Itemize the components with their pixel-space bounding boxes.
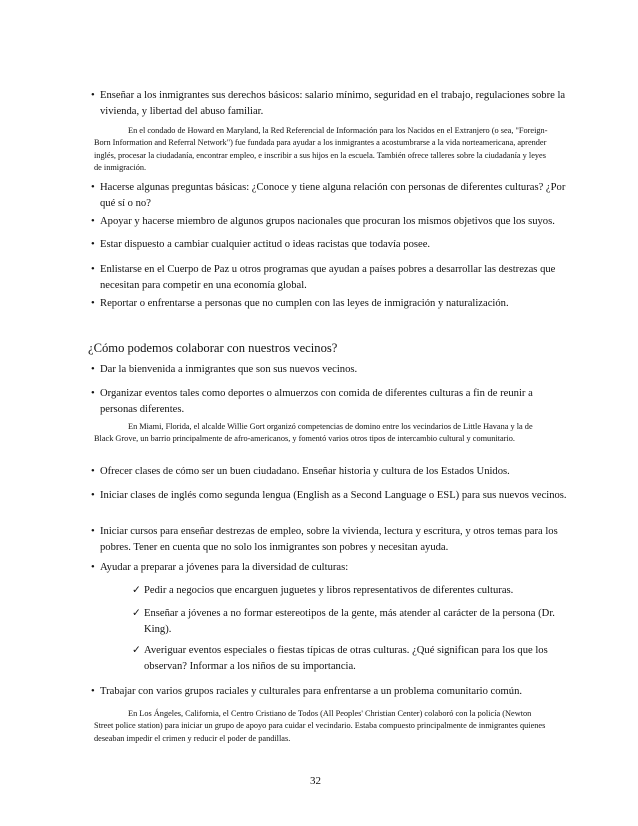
bullet-item: • Ayudar a preparar a jóvenes para la diversidad de culturas: bbox=[91, 562, 349, 573]
bullet-item: • Trabajar con varios grupos raciales y culturales para enfrentarse a un problema comunitario común. bbox=[91, 686, 523, 697]
checkmark-icon: ✓ bbox=[132, 608, 141, 619]
bullet-item: • Apoyar y hacerse miembro de algunos grupos nacionales que procuran los mismos objetivos que los suyos. bbox=[91, 216, 555, 227]
example-note-howard: En el condado de Howard en Maryland, la Red Referencial de Información para los Nacidos en el Extranjero (o sea, "Foreign-Born Information and Referral Network") fue fundada para ayudar a los inmigrantes a acostumbrarse a la vida norteamericana, aprender inglés, procesar la ciudadanía, encontrar empleo, e inscribir a sus hijos en la escuela. También ofrece talleres sobre la ciudadanía y leyes de inmigración. bbox=[94, 126, 548, 173]
page-number: 32 bbox=[310, 775, 321, 787]
section-heading: ¿Cómo podemos colaborar con nuestros vecinos? bbox=[88, 341, 338, 355]
bullet-item: • Enlistarse en el Cuerpo de Paz u otros programas que ayudan a países pobres a desarrollar las destrezas que necesitan para competir en una economía global. bbox=[91, 264, 556, 291]
check-item: ✓ Enseñar a jóvenes a no formar estereotipos de la gente, más atender al carácter de la persona (Dr. King). bbox=[132, 608, 555, 635]
check-item: ✓ Averiguar eventos especiales o fiestas típicas de otras culturas. ¿Qué significan para los que los observan? Informar a los niños de su importancia. bbox=[132, 645, 548, 672]
bullet-item: • Enseñar a los inmigrantes sus derechos básicos: salario mínimo, seguridad en el trabajo, regulaciones sobre la vivienda, y libertad del abuso familiar. bbox=[91, 90, 566, 117]
bullet-item: • Iniciar cursos para enseñar destrezas de empleo, sobre la vivienda, lectura y escritura, y otros temas para los pobres. Tener en cuenta que no solo los inmigrantes son pobres y necesitan ayuda. bbox=[91, 526, 558, 553]
checkmark-icon: ✓ bbox=[132, 585, 141, 596]
check-item: ✓ Pedir a negocios que encarguen juguetes y libros representativos de diferentes culturas. bbox=[132, 583, 564, 599]
bullet-marker: • bbox=[91, 90, 95, 101]
bullet-item: • Organizar eventos tales como deportes o almuerzos con comida de diferentes culturas a fin de reunir a personas diferentes. bbox=[91, 388, 533, 415]
bullet-item: • Hacerse algunas preguntas básicas: ¿Conoce y tiene alguna relación con personas de diferentes culturas? ¿Por qué sí o no? bbox=[91, 182, 566, 209]
bullet-item: • Reportar o enfrentarse a personas que no cumplen con las leyes de inmigración y naturalización. bbox=[91, 298, 509, 309]
bullet-item: • Dar la bienvenida a inmigrantes que son sus nuevos vecinos. bbox=[91, 364, 358, 375]
bullet-item: • Ofrecer clases de cómo ser un buen ciudadano. Enseñar historia y cultura de los Estados Unidos. bbox=[91, 466, 510, 477]
bullet-item: • Estar dispuesto a cambiar cualquier actitud o ideas racistas que todavía posee. bbox=[91, 239, 431, 250]
checkmark-icon: ✓ bbox=[132, 645, 141, 656]
bullet-item: • Iniciar clases de inglés como segunda lengua (English as a Second Language o ESL) para sus nuevos vecinos. bbox=[91, 490, 567, 501]
example-note-los-angeles: En Los Ángeles, California, el Centro Cristiano de Todos (All Peoples' Christian Center) colaboró con la policía (Newton Street police station) para iniciar un grupo de apoyo para cuidar el vecindario. Estaba compuesto principalmente de inmigrantes quienes deseaban impedir el crimen y reducir el poder de pandillas. bbox=[94, 709, 546, 743]
example-note-miami: En Miami, Florida, el alcalde Willie Gort organizó competencias de domino entre los vecindarios de Little Havana y la de Black Grove, un barrio principalmente de afro-americanos, y fomentó varios otros tipos de intercambio cultural y comunitario. bbox=[94, 422, 533, 444]
